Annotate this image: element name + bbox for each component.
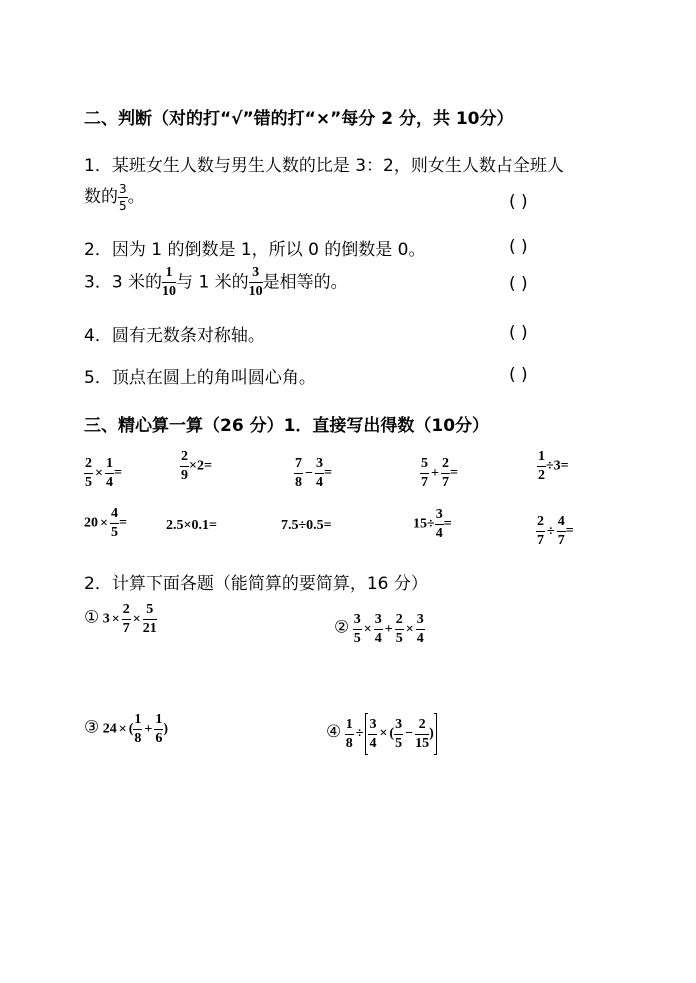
q5-text: 5．顶点在圆上的角叫圆心角。	[84, 368, 316, 388]
fraction	[441, 457, 450, 490]
q3-frac2-num: 3	[249, 266, 263, 283]
den: 2	[538, 468, 545, 483]
num: 5	[143, 603, 157, 620]
den: 6	[155, 731, 163, 746]
fraction	[180, 450, 189, 483]
den: 8	[345, 735, 353, 751]
number: 3	[102, 611, 110, 627]
problem-2	[334, 613, 425, 646]
divide-sign: ÷	[355, 726, 364, 742]
num: 2	[122, 603, 131, 620]
num: 3	[435, 508, 444, 525]
fraction	[395, 613, 404, 646]
problem-4	[326, 713, 437, 755]
calc-2	[180, 450, 212, 483]
fraction	[394, 718, 403, 751]
q1-fraction	[118, 183, 128, 212]
calc-4	[420, 457, 458, 490]
den: 7	[122, 621, 130, 636]
plus-sign: +	[384, 621, 393, 637]
section-2-title: 二、判断（对的打“√”错的打“×”每分 2 分，共 10分）	[84, 109, 514, 129]
times-sign: ×	[118, 721, 127, 737]
den: 7	[441, 475, 449, 490]
q3-fraction-1	[162, 266, 176, 299]
q2-answer-paren[interactable]: ( )	[509, 237, 528, 257]
left-paren: (	[389, 726, 395, 742]
plus-sign: +	[431, 465, 439, 481]
den: 8	[134, 731, 142, 746]
fraction	[374, 613, 383, 646]
q3-mid: 与 1 米的	[176, 272, 249, 293]
q3-suffix: 是相等的。	[262, 272, 348, 293]
den: 5	[110, 525, 118, 540]
equals-sign: =	[118, 515, 127, 531]
q3-frac1-den: 10	[162, 284, 177, 299]
divide-three-equals: ÷3=	[546, 458, 569, 474]
q1-frac-den: 5	[119, 198, 127, 213]
fraction	[84, 457, 93, 490]
q3-frac1-num: 1	[162, 266, 176, 283]
q1-frac-num: 3	[119, 181, 127, 196]
right-square-bracket	[434, 713, 437, 755]
problem-1	[84, 603, 157, 636]
den: 5	[85, 475, 92, 490]
den: 4	[315, 475, 323, 490]
den: 9	[181, 468, 188, 483]
num: 4	[557, 515, 566, 532]
circled-2: ②	[334, 617, 350, 638]
num: 3	[315, 457, 324, 474]
times-sign: ×	[111, 611, 120, 627]
calc-7: 2.5×0.1=	[166, 518, 217, 533]
q3-fraction-2	[249, 266, 263, 299]
num: 5	[420, 457, 429, 474]
num: 2	[180, 450, 189, 467]
fraction	[110, 507, 119, 540]
equals-sign: =	[113, 465, 122, 481]
number: 20	[84, 515, 98, 531]
calc-1	[84, 457, 122, 490]
den: 5	[395, 631, 403, 646]
calc-9	[413, 508, 452, 541]
fraction	[420, 457, 429, 490]
den: 7	[537, 533, 544, 548]
num: 7	[294, 457, 303, 474]
minus-sign: −	[405, 726, 414, 742]
equals-sign: =	[565, 523, 574, 539]
calc-8: 7.5÷0.5=	[281, 518, 332, 533]
equals-sign: =	[449, 465, 458, 481]
times-sign: ×	[100, 515, 108, 531]
num: 2	[84, 457, 93, 474]
den: 15	[415, 735, 430, 751]
circled-1: ①	[84, 607, 100, 628]
times-sign: ×	[405, 621, 414, 637]
times-sign: ×	[95, 465, 103, 481]
q3-answer-paren[interactable]: ( )	[509, 274, 528, 294]
den: 8	[295, 475, 302, 490]
right-paren: )	[163, 721, 169, 737]
fraction	[143, 603, 157, 636]
num: 2	[441, 457, 450, 474]
fifteen-divide: 15÷	[413, 516, 435, 532]
times-sign: ×	[363, 621, 372, 637]
num: 3	[374, 613, 383, 630]
number: 24	[102, 721, 117, 737]
fraction	[536, 515, 545, 548]
den: 4	[105, 475, 113, 490]
q1-answer-paren[interactable]: ( )	[509, 192, 528, 212]
den: 7	[557, 533, 565, 548]
q2-text: 2．因为 1 的倒数是 1，所以 0 的倒数是 0。	[84, 240, 426, 260]
num: 2	[536, 515, 545, 532]
den: 4	[374, 631, 382, 646]
calc-10	[536, 515, 574, 548]
plus-sign: +	[144, 721, 153, 737]
q4-answer-paren[interactable]: ( )	[509, 323, 528, 343]
minus-sign: −	[305, 465, 313, 481]
section-3-part-2-title: 2．计算下面各题（能简算的要简算，16 分）	[84, 574, 428, 594]
fraction	[435, 508, 444, 541]
num: 1	[345, 718, 354, 735]
den: 5	[353, 631, 361, 646]
circled-3: ③	[84, 717, 100, 738]
fraction	[416, 613, 425, 646]
num: 2	[415, 718, 429, 735]
times-two-equals: ×2=	[189, 458, 212, 474]
num: 4	[110, 507, 119, 524]
den: 5	[395, 735, 403, 751]
den: 4	[369, 735, 377, 751]
fraction	[557, 515, 566, 548]
num: 1	[154, 713, 163, 730]
fraction	[537, 450, 546, 483]
q4-text: 4．圆有无数条对称轴。	[84, 326, 265, 346]
divide-sign: ÷	[547, 523, 555, 539]
fraction	[105, 457, 114, 490]
den: 21	[142, 621, 157, 636]
num: 3	[368, 718, 377, 735]
calc-5	[537, 450, 569, 483]
problem-3	[84, 713, 168, 746]
fraction	[345, 718, 354, 751]
q1-suffix: 。	[127, 187, 145, 207]
equals-sign: =	[443, 516, 452, 532]
calc-3	[294, 457, 332, 490]
circled-4: ④	[326, 722, 342, 743]
calc-6	[84, 507, 127, 540]
q3-frac2-den: 10	[248, 284, 263, 299]
equals-sign: =	[323, 465, 332, 481]
right-paren: )	[429, 726, 434, 742]
q5-answer-paren[interactable]: ( )	[509, 365, 528, 385]
num: 3	[416, 613, 425, 630]
q1-line1: 1．某班女生人数与男生人数的比是 3：2，则女生人数占全班人	[84, 156, 564, 176]
fraction	[353, 613, 362, 646]
den: 4	[416, 631, 424, 646]
q1-line2	[84, 182, 145, 212]
left-paren: (	[128, 721, 134, 737]
den: 7	[421, 475, 428, 490]
q3-text	[84, 266, 348, 299]
times-sign: ×	[132, 611, 141, 627]
fraction	[122, 603, 131, 636]
q3-prefix: 3．3 米的	[84, 272, 163, 293]
num: 2	[395, 613, 404, 630]
num: 1	[105, 457, 114, 474]
num: 1	[133, 713, 142, 730]
times-sign: ×	[379, 726, 388, 742]
num: 3	[394, 718, 403, 735]
q1-prefix: 数的	[84, 187, 118, 207]
fraction	[294, 457, 303, 490]
den: 4	[435, 526, 443, 541]
num: 3	[353, 613, 362, 630]
num: 1	[537, 450, 546, 467]
fraction	[315, 457, 324, 490]
fraction	[415, 718, 429, 751]
section-3-title: 三、精心算一算（26 分）1．直接写出得数（10分）	[84, 416, 490, 436]
